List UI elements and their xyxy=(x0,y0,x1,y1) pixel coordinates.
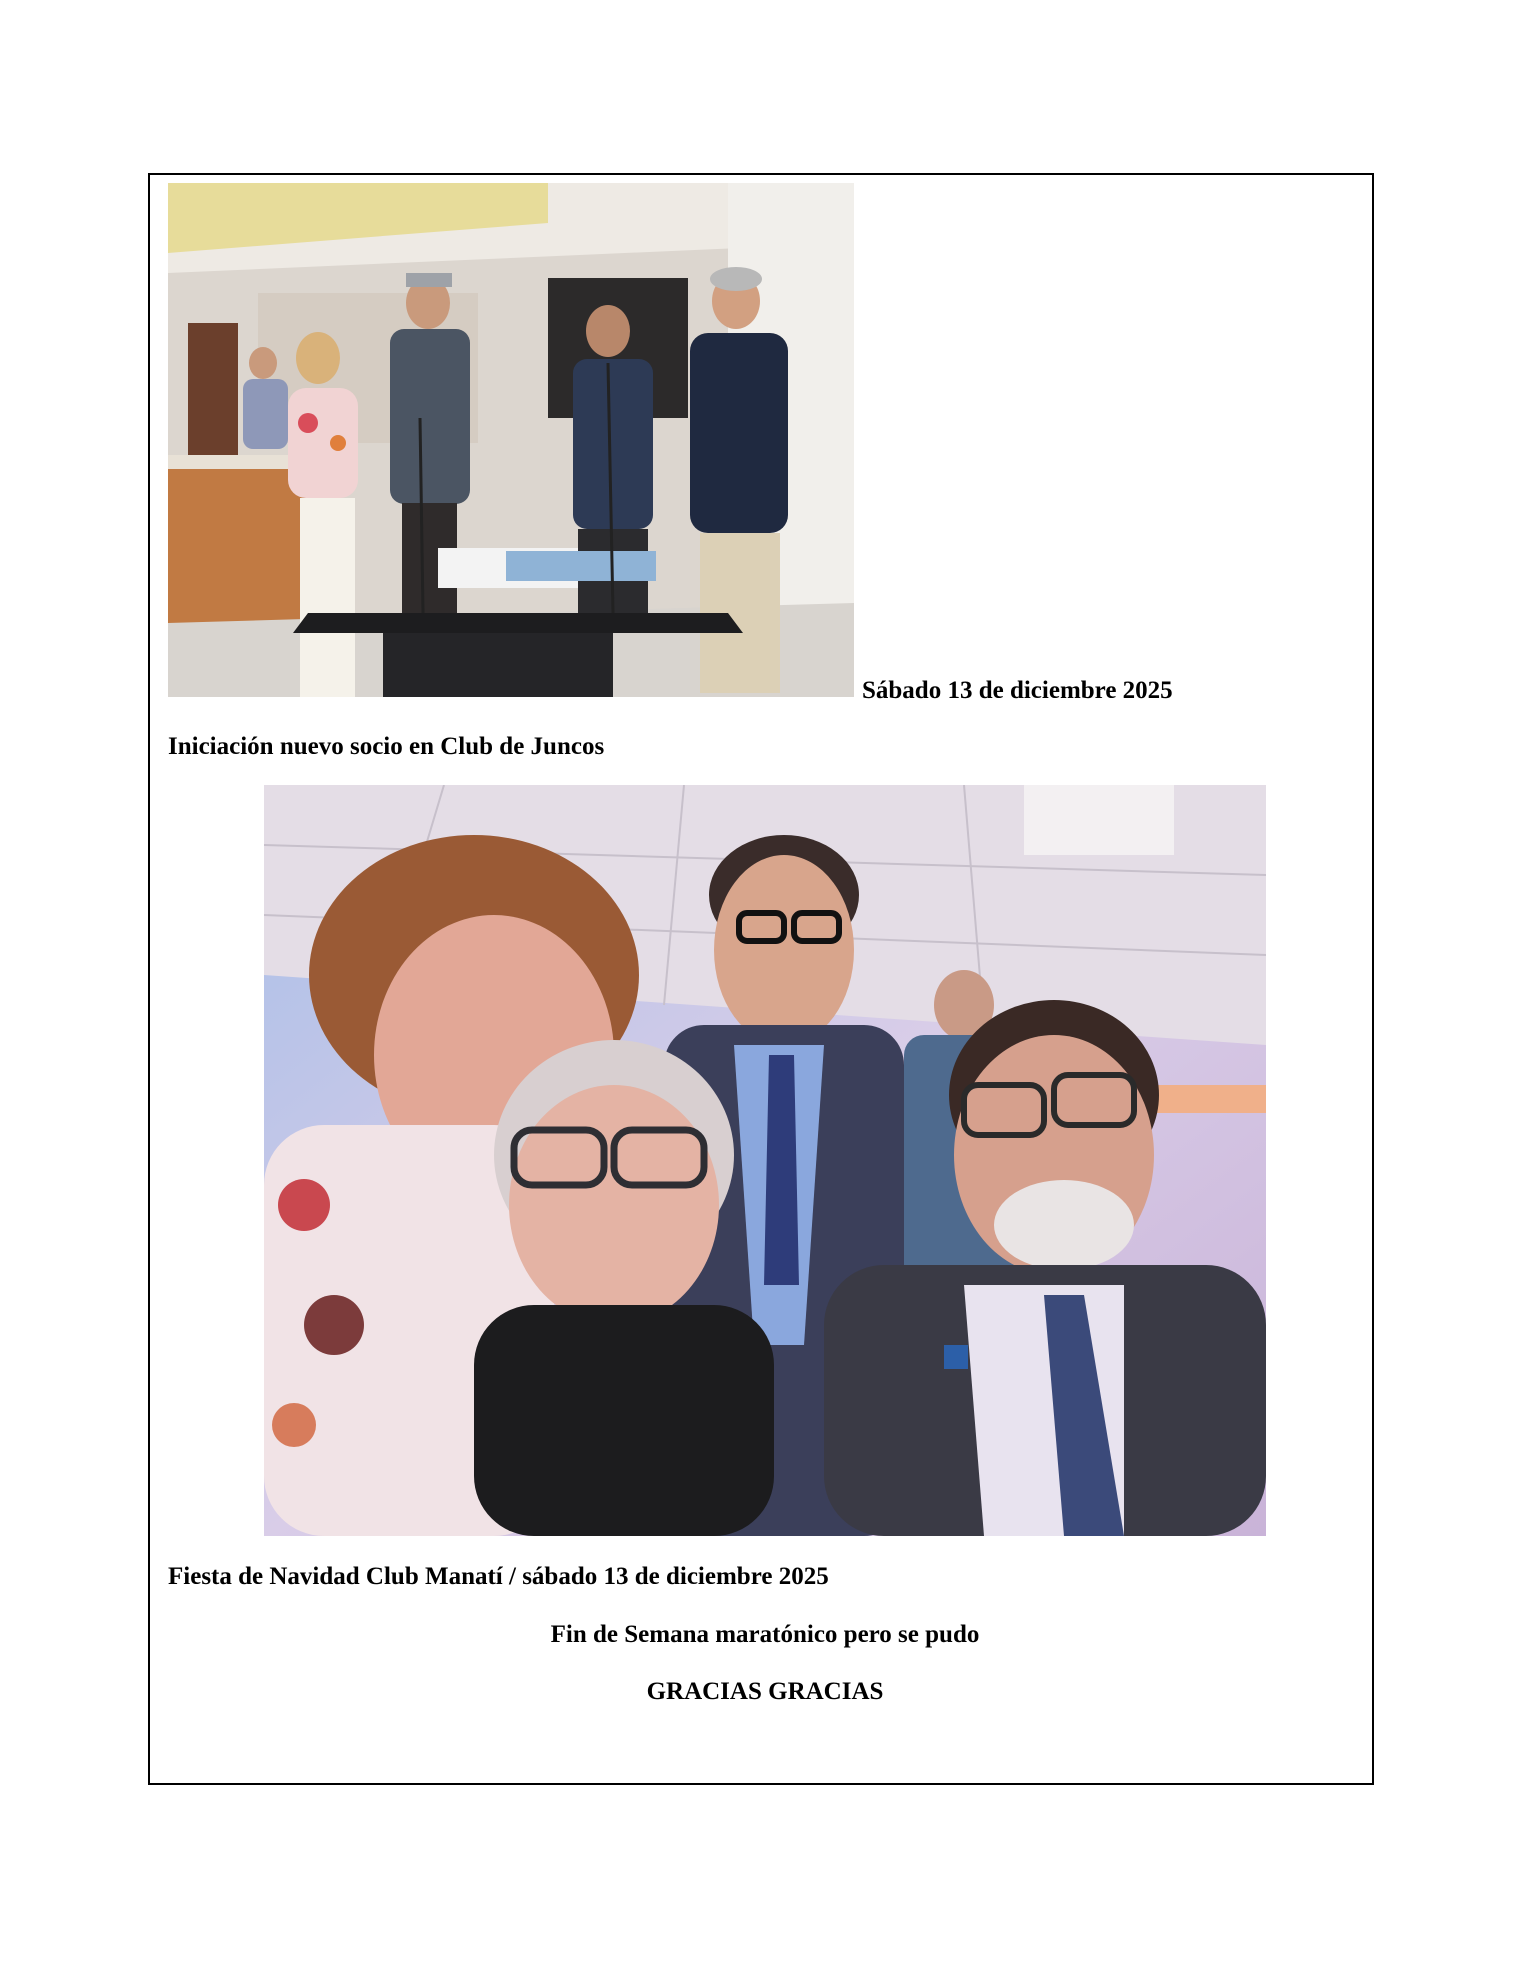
club-meeting-photo xyxy=(168,183,854,697)
thanks-message: GRACIAS GRACIAS xyxy=(646,1678,884,1705)
photo-1-caption: Iniciación nuevo socio en Club de Juncos xyxy=(168,733,605,760)
christmas-party-selfie-photo xyxy=(264,785,1266,1536)
photo-2-caption: Fiesta de Navidad Club Manatí / sábado 13 de diciembre 2025 xyxy=(168,1563,829,1590)
marathon-message: Fin de Semana maratónico pero se pudo xyxy=(550,1621,980,1648)
photo-1-date: Sábado 13 de diciembre 2025 xyxy=(862,677,1173,704)
